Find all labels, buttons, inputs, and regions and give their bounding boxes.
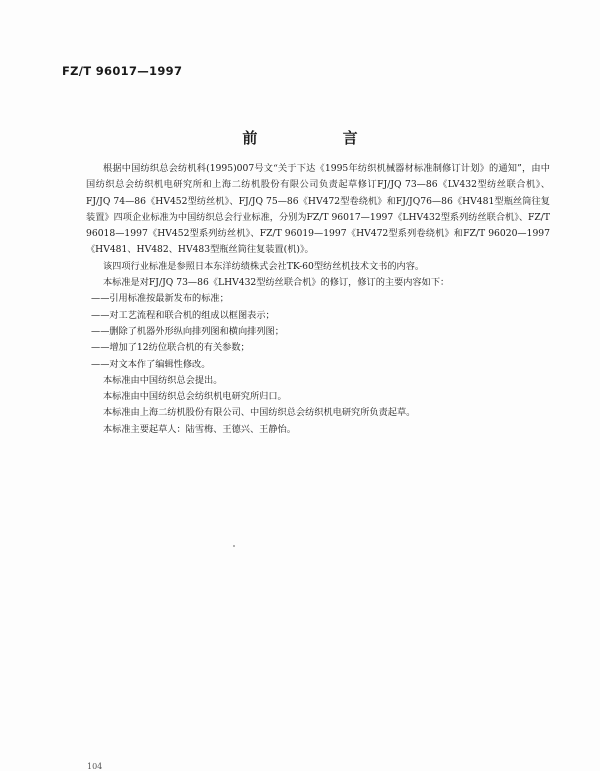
foreword-body — [86, 161, 550, 438]
list-item: ——对文本作了编辑性修改。 — [91, 358, 211, 370]
list-item: ——引用标准按最新发布的标准； — [91, 293, 229, 305]
standard-code: FZ/T 96017—1997 — [62, 64, 183, 78]
paragraph-revision-intro: 本标准是对FJ/JQ 73—86《LHV432型纺丝联合机》的修订，修订的主要内容如下： — [103, 277, 450, 289]
paragraph-reference: 该四项行业标准是参照日本东洋纺绩株式会社TK-60型纺丝机技术文书的内容。 — [103, 260, 425, 272]
list-item: ——增加了12纺位联合机的有关参数； — [91, 342, 250, 354]
paragraph-administrator: 本标准由中国纺织总会纺织机电研究所归口。 — [103, 391, 287, 403]
revision-list — [86, 291, 550, 372]
page-number: 104 — [87, 762, 103, 771]
paragraph-drafters: 本标准主要起草人：陆雪梅、王德兴、王静怡。 — [103, 423, 296, 435]
paragraph-background: 根据中国纺织总会纺机科(1995)007号文“关于下达《1995年纺织机械器材标准制修订计划》的通知”，由中国纺织总会纺织机电研究所和上海二纺机股份有限公司负责起草修订FJ/JQ 73—86《LV432型纺丝联合机》、FJ/JQ 74—86《HV452型纺丝机》、FJ/JQ 75—86《HV472型卷绕机》和FJ/JQ76—86《HV481型瓶丝筒往复装置》四项企业标准为中国纺织总会行业标准，分别为FZ/T 96017—1997《LHV432型系列纺丝联合机》、FZ/T 96018—1997《HV452型系列纺丝机》、FZ/T 96019—1997《HV472型系列卷绕机》和FZ/T 96020—1997《HV481、HV482、HV483型瓶丝筒往复装置(机)》。 — [86, 163, 550, 256]
list-item: ——对工艺流程和联合机的组成以框图表示； — [91, 309, 275, 321]
paragraph-proposer: 本标准由中国纺织总会提出。 — [103, 374, 223, 386]
scan-speck — [233, 545, 235, 547]
paragraph-drafting-units: 本标准由上海二纺机股份有限公司、中国纺织总会纺织机电研究所负责起草。 — [103, 407, 416, 419]
list-item: ——删除了机器外形纵向排列图和横向排列图； — [91, 325, 284, 337]
page-title: 前 言 — [242, 129, 398, 147]
